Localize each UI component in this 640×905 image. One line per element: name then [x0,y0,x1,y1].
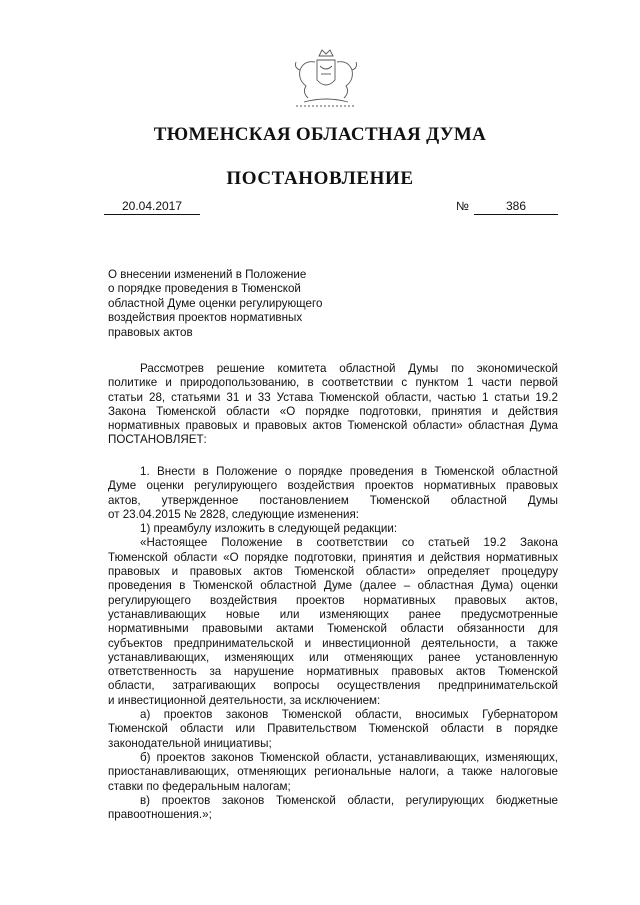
body-line: устанавливающих, изменяющих или отменяющих ранее установленную [108,650,558,664]
body-line: от 23.04.2015 № 2828, следующие изменения: [108,507,359,521]
body-line: устанавливающих новые или изменяющих ранее предусмотренные [108,607,558,621]
subject-line: воздействия проектов нормативных [108,311,303,325]
body-line: проведения в Тюменской областной Думе (далее – областная Дума) оценки [108,579,558,593]
body-line: 1. Внести в Положение о порядке проведения в Тюменской областной [140,465,558,478]
preamble-line: статьи 28, статьями 31 и 33 Устава Тюменской области, частью 1 статьи 19.2 [108,390,558,404]
preamble-line: ПОСТАНОВЛЯЕТ: [108,433,207,447]
subject-line: О внесении изменений в Положение [108,268,307,281]
body-line: субъектов предпринимательской и инвестиционной деятельности, а также [108,636,558,650]
body-line: а) проектов законов Тюменской области, вносимых Губернатором [140,708,558,722]
number-label: № [456,199,469,213]
subject-line: о порядке проведения в Тюменской [108,282,301,296]
preamble-line: Закона Тюменской области «О порядке подготовки, принятия и действия [108,404,558,418]
body-line: актов, утвержденное постановлением Тюменской областной Думы [108,493,558,507]
document-subject [108,268,338,340]
body-line: б) проектов законов Тюменской области, устанавливающих, изменяющих, [140,750,558,764]
preamble-line: политике и природопользованию, в соответствии с пунктом 1 части первой [108,376,558,390]
coat-of-arms-icon [286,46,366,110]
body-line: Тюменской области или Правительством Тюменской области в порядке [108,722,558,736]
preamble-paragraph [108,362,558,448]
body-line: правовых и правовых актов Тюменской области» определяет процедуру [108,565,558,579]
body-line: и инвестиционной деятельности, за исключением: [108,693,381,707]
body-line: области, затрагивающих вопросы осуществления предпринимательской [108,679,558,693]
preamble-line: Рассмотрев решение комитета областной Думы по экономической [140,362,558,375]
preamble-line: нормативных правовых и правовых актов Тюменской области» областная Дума [108,419,558,433]
amendments-section [108,465,558,822]
body-line: нормативными правовыми актами Тюменской области обязанности для [108,622,558,636]
body-line: Думе оценки регулирующего воздействия проектов нормативных правовых [108,479,558,493]
body-line: ставки по федеральным налогам; [108,779,291,793]
body-line: законодательной инициативы; [108,736,272,750]
subject-line: областной Думе оценки регулирующего [108,296,323,310]
body-line: ответственность за нарушение нормативных правовых актов Тюменской [108,665,558,679]
body-line: «Настоящее Положение в соответствии со статьей 19.2 Закона [140,536,558,550]
document-number: 386 [474,198,558,215]
body-line: регулирующего воздействия проектов нормативных правовых актов, [108,593,558,607]
document-type: ПОСТАНОВЛЕНИЕ [226,168,414,189]
document-date: 20.04.2017 [104,198,200,215]
body-line: в) проектов законов Тюменской области, регулирующих бюджетные [140,793,558,807]
organization-name: ТЮМЕНСКАЯ ОБЛАСТНАЯ ДУМА [153,124,487,145]
body-line: правоотношения.»; [108,808,212,822]
body-line: Тюменской области «О порядке подготовки, принятия и действия нормативных [108,550,558,564]
body-line: 1) преамбулу изложить в следующей редакции: [140,522,398,536]
subject-line: правовых актов [108,325,193,339]
body-line: приостанавливающих, отменяющих региональные налоги, а также налоговые [108,765,558,779]
